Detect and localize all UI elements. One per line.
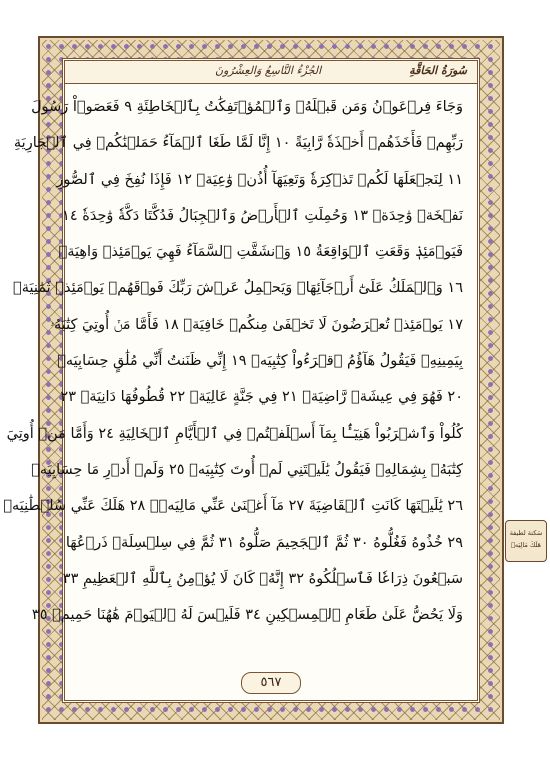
text-line: ١٧ يَوۡمَئِذٖ تُعۡرَضُونَ لَا تَخۡفَىٰ مِنكُمۡ خَافِيَةٞ ١٨ فَأَمَّا مَنۡ أُوتِيَ كِتَٰبَهُۥ bbox=[50, 316, 463, 333]
page-header bbox=[65, 61, 477, 84]
text-line: فَيَوۡمَئِذٖ وَقَعَتِ ٱلۡوَاقِعَةُ ١٥ وَٱنشَقَّتِ ٱلسَّمَآءُ فَهِيَ يَوۡمَئِذٖ وَاهِيَةٞ bbox=[58, 244, 463, 261]
verse-lines bbox=[3, 89, 463, 633]
surah-name: سُورَةُ الحَاقَّةِ bbox=[409, 64, 467, 77]
text-line: بِيَمِينِهِۦ فَيَقُولُ هَآؤُمُ ٱقۡرَءُواْ كِتَٰبِيَهۡ ١٩ إِنِّي ظَنَنتُ أَنِّي مُلَٰقٍ حِسَابِيَهۡ bbox=[57, 353, 463, 370]
text-line: وَلَا يَحُضُّ عَلَىٰ طَعَامِ ٱلۡمِسۡكِينِ ٣٤ فَلَيۡسَ لَهُ ٱلۡيَوۡمَ هَٰهُنَا حَمِيمٞ ٣٥ bbox=[31, 607, 463, 624]
text-line: ١٦ وَٱلۡمَلَكُ عَلَىٰٓ أَرۡجَآئِهَاۚ وَيَحۡمِلُ عَرۡشَ رَبِّكَ فَوۡقَهُمۡ يَوۡمَئِذٖ ثَمَٰنِيَةٞ bbox=[13, 280, 463, 297]
text-line: نَفۡخَةٞ وَٰحِدَةٞ ١٣ وَحُمِلَتِ ٱلۡأَرۡضُ وَٱلۡجِبَالُ فَدُكَّتَا دَكَّةٗ وَٰحِدَةٗ ١٤ bbox=[62, 207, 463, 224]
text-line: ٢٠ فَهُوَ فِي عِيشَةٖ رَّاضِيَةٖ ٢١ فِي جَنَّةٍ عَالِيَةٖ ٢٢ قُطُوفُهَا دَانِيَةٞ ٢٣ bbox=[60, 389, 463, 406]
text-line: ٢٦ يَٰلَيۡتَهَا كَانَتِ ٱلۡقَاضِيَةَ ٢٧ مَآ أَغۡنَىٰ عَنِّي مَالِيَهۡۜ ٢٨ هَلَكَ عَنِّي سُلۡطَٰنِيَهۡ bbox=[3, 498, 463, 515]
margin-note-line: هَلَكَ مَالِيَهۡ bbox=[511, 541, 541, 549]
page-number: ٥٦٧ bbox=[241, 672, 301, 694]
text-line: ١١ لِنَجۡعَلَهَا لَكُمۡ تَذۡكِرَةٗ وَتَعِيَهَآ أُذُنٞ وَٰعِيَةٞ ١٢ فَإِذَا نُفِخَ فِي ٱلصُّورِ bbox=[56, 171, 463, 188]
text-line: كُلُواْ وَٱشۡرَبُواْ هَنِيٓـَٔۢا بِمَآ أَسۡلَفۡتُمۡ فِي ٱلۡأَيَّامِ ٱلۡخَالِيَةِ ٢٤ وَأَمَّا مَنۡ أُوتِيَ bbox=[6, 425, 463, 442]
margin-note-line: سَكتة لطيفة bbox=[509, 529, 543, 537]
text-line: ٢٩ خُذُوهُ فَغُلُّوهُ ٣٠ ثُمَّ ٱلۡجَحِيمَ صَلُّوهُ ٣١ ثُمَّ فِي سِلۡسِلَةٖ ذَرۡعُهَا bbox=[65, 534, 463, 551]
margin-note bbox=[505, 520, 547, 562]
text-line: وَجَاءَ فِرۡعَوۡنُ وَمَن قَبۡلَهُۥ وَٱلۡمُؤۡتَفِكَٰتُ بِٱلۡخَاطِئَةِ ٩ فَعَصَوۡاْ رَسُولَ bbox=[31, 99, 463, 115]
text-line: سَبۡعُونَ ذِرَاعٗا فَٱسۡلُكُوهُ ٣٢ إِنَّهُۥ كَانَ لَا يُؤۡمِنُ بِٱللَّهِ ٱلۡعَظِيمِ ٣٣ bbox=[62, 570, 463, 587]
text-line: رَبِّهِمۡ فَأَخَذَهُمۡ أَخۡذَةٗ رَّابِيَةً ١٠ إِنَّا لَمَّا طَغَا ٱلۡمَآءُ حَمَلۡنَٰكُمۡ فِي ٱلۡجَارِيَةِ bbox=[13, 135, 463, 152]
text-line: كِتَٰبَهُۥ بِشِمَالِهِۦ فَيَقُولُ يَٰلَيۡتَنِي لَمۡ أُوتَ كِتَٰبِيَهۡ ٢٥ وَلَمۡ أَدۡرِ مَا حِسَابِيَهۡ bbox=[31, 461, 463, 478]
text-frame bbox=[3, 58, 480, 703]
juz-name: الجُزْءُ التَّاسِعُ وَالعِشْرُونَ bbox=[215, 64, 322, 77]
